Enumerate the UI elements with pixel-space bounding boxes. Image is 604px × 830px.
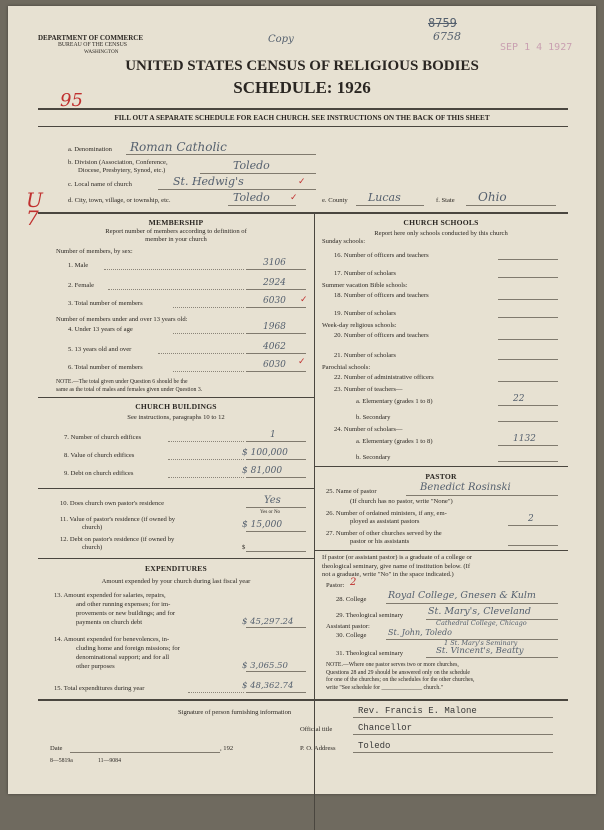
pastor-name-value: Benedict Rosinski [420,482,511,493]
residence-debt-label-1: 12. Debt on pastor's residence (if owned by [60,536,175,543]
census-schedule-sheet: DEPARTMENT OF COMMERCE BUREAU OF THE CENSUS WASHINGTON Copy 8759 6758 SEP 1 4 1927 UNITED STATES CENSUS OF RELIGIOUS BODIES SCHEDULE: 1926 95 FILL OUT A SEPARATE SCHEDULE FOR EACH CHURCH. SEE INSTRUCTIONS ON THE BACK OF THIS SHEET a. Denomination Roman Catholic b. Division (Association, Conference, Diocese, Presbytery, Synod, etc.) Toledo c. Local name of church St. Hedwig's ✓ d. City, town, village, or township, etc. Toledo ✓ e. County Lucas f. State Ohio U7 MEMBERSHIP Report number of members according to definition of member in your church Number of members, by sex: 1. Male 3106 2. Female 2924 3. Total number of members 6030 ✓ Number of members under and over 13 years old: 4. Under 13 years of age 1968 5. 13 years old and over 4062 6. Total number of members 6030 ✓ NOTE.—The total given under Question 6 should be the same as the total of males and females given under Question 3. CHURCH BUILDINGS See instructions, paragraphs 10 to 12 7. Number of church edifices 1 8. Value of church edifices $ 100,000 9. Debt on church edifices $ 81,000 10. Does church own pastor's residence Yes Yes or No 11. Value of pastor's residence (if owned by church) $ 15,000 12. Debt on pastor's residence (if owned by church) $ EXPENDITURES Amount expended by your church during last fiscal year 13. Amount expended for salaries, repairs, and other running expenses; for im- provements or new buildings; and for payments on church debt $ 45,297.24 14. Amount expended for benevolences, in- cluding home and foreign missions; for denominational support; and for all other purposes $ 3,065.50 15. Total expenditures during year $ 48,362.74 CHURCH SCHOOLS Report here only schools conducted by this church Sunday schools: 16. Number of officers and teachers 17. Number of scholars Summer vacation Bible schools: 18. Number of officers and teachers 19. Number of scholars Week-day religious schools: 20. Number of officers and teachers 21. Number of scholars Parochial schools: 22. Number of administrative officers 23. Number of teachers— a. Elementary (grades 1 to 8) 22 b. Secondary 24. Number of scholars— a. Elementary (grades 1 to 8) 1132 b. Secondary PASTOR 25. Name of pastor Benedict Rosinski (If church has no pastor, write "None") 26. Number of ordained ministers, if any, em- ployed as assistant pastors 2 27. Number of other churches served by the pastor or his assistants If pastor (or assistant pastor) is a graduate of a college or theological seminary, give name of institution below. (If not a graduate, write "No" in the space indicated.) Pastor: 2 28. College Royal College, Gnesen & Kulm 29. Theological seminary St. Mary's, Cleveland Assistant pastor: 30. College St. John, Toledo Cathedral College, Chicago 1 St. Mary's Seminary 31. Theological seminary St. Vincent's, Beatty NOTE.—Where one pastor serves two or more churches, Questions 28 and 29 should be answered only on the schedule for one of the churches; on the schedules for the other churches, write "See schedule for ______________ church." Signature of person furnishing information Rev. Francis E. Malone Official title Chancellor Date , 192 P. O. Address Toledo 8—5819a 11—9084 [8,6,596,794]
total-expenditures-value: $ 48,362.74 [242,681,294,691]
members-by-age-label: Number of members under and over 13 years old: [56,316,188,323]
membership-intro-1: Report number of members according to definition of [105,228,247,235]
members-by-sex-label: Number of members, by sex: [56,248,133,255]
signature-label: Signature of person furnishing information [178,709,292,716]
county-value: Lucas [368,191,401,204]
date-stamp: SEP 1 4 1927 [500,42,573,53]
church-name-label: c. Local name of church [68,181,132,188]
po-address-value: Toledo [358,741,391,751]
schools-row-answer-line [498,359,558,360]
owns-residence-label: 10. Does church own pastor's residence [60,500,165,507]
pastor-college-label: 28. College [336,596,367,603]
schools-row-answer-line [498,461,558,462]
division-value: Toledo [233,159,270,172]
pastor-title: PASTOR [425,472,457,481]
assistant-ministers-label-1: 26. Number of ordained ministers, if any, em- [326,510,447,517]
sunday-schools-label: Sunday schools: [322,238,366,245]
state-label: f. State [436,197,455,204]
pastor-seminary-value: St. Mary's, Cleveland [428,606,532,617]
residence-value-label-1: 11. Value of pastor's residence (if owned by [60,516,176,523]
schools-row-answer-line [498,381,558,382]
q13-line: 13. Amount expended for salaries, repairs, [54,592,166,599]
schools-row-answer-line [498,405,558,406]
schools-row-label: Parochial schools: [322,364,371,371]
q14-line: 14. Amount expended for benevolences, in- [54,636,170,643]
male-label: 1. Male [68,262,89,269]
q14-line: denominational support; and for all [76,654,170,661]
city-field-label: d. City, town, village, or township, etc. [68,197,171,204]
assistant-seminary-label: 31. Theological seminary [336,650,404,657]
schools-row-answer-line [498,277,558,278]
assistant-ministers-value: 2 [528,514,534,524]
city-label: WASHINGTON [84,49,119,55]
official-title-label: Official title [300,726,333,733]
schools-row-answer-line [498,299,558,300]
schools-row-label: 20. Number of officers and teachers [334,332,429,339]
expenditures-title: EXPENDITURES [145,564,207,573]
schools-row-value: 22 [513,394,525,404]
schools-row-answer-line [498,317,558,318]
official-title-value: Chancellor [358,723,413,733]
over-13-label: 5. 13 years old and over [68,346,132,353]
pastor-name-note: (If church has no pastor, write "None") [350,498,453,505]
buildings-title: CHURCH BUILDINGS [135,402,217,411]
total-expenditures-label: 15. Total expenditures during year [54,685,145,692]
county-label: e. County [322,197,348,204]
residence-value-label-2: church) [82,524,103,531]
q14-line: other purposes [76,663,115,670]
membership-intro-2: member in your church [145,236,207,243]
schools-row-label: 21. Number of scholars [334,352,396,359]
state-value: Ohio [478,190,507,204]
schools-row-label: 22. Number of administrative officers [334,374,434,381]
assistant-ministers-label-2: ployed as assistant pastors [350,518,420,525]
schools-row-label: Summer vacation Bible schools: [322,282,408,289]
division-label-2: Diocese, Presbytery, Synod, etc.) [78,167,166,174]
q13-line: payments on church debt [76,619,143,626]
total-members-label: 3. Total number of members [68,300,143,307]
schedule-title: SCHEDULE: 1926 [233,78,371,97]
pastor-seminary-label: 29. Theological seminary [336,612,404,619]
bureau-label: BUREAU OF THE CENSUS [58,42,127,48]
female-value: 2924 [263,278,286,288]
schools-row-label: b. Secondary [356,414,391,421]
schools-title: CHURCH SCHOOLS [403,218,479,227]
date-year: , 192 [220,745,234,752]
male-value: 3106 [263,258,286,268]
pastor-subsection-mark: 2 [350,577,357,588]
other-churches-label-1: 27. Number of other churches served by the [326,530,442,537]
assistant-college-value-2: Cathedral College, Chicago [436,619,527,627]
margin-number: 95 [60,90,83,111]
q14-line: cluding home and foreign missions; for [76,645,180,652]
division-label-1: b. Division (Association, Conference, [68,159,168,166]
edifices-value-label: 8. Value of church edifices [64,452,135,459]
yes-or-no-hint: Yes or No [260,510,281,515]
total-members-value: 6030 [263,296,286,306]
other-churches-label-2: pastor or his assistants [350,538,410,545]
schools-row-label: 24. Number of scholars— [334,426,403,433]
total-members-age-label: 6. Total number of members [68,364,143,371]
church-name-value: St. Hedwig's [173,175,244,188]
margin-mark: U7 [26,188,43,230]
edifices-count-value: 1 [270,430,276,440]
schools-row-label: b. Secondary [356,454,391,461]
assistant-college-value: St. John, Toledo [388,628,452,637]
pastor-note-line: for one of the churches; on the schedules for the other churches, [326,677,475,683]
owns-residence-value: Yes [264,495,281,506]
denomination-value: Roman Catholic [130,140,227,154]
under-13-value: 1968 [263,322,286,332]
schools-row-label: 23. Number of teachers— [334,386,403,393]
signature-value: Rev. Francis E. Malone [358,706,477,716]
membership-note-1: NOTE.—The total given under Question 6 should be the [56,379,188,385]
membership-title: MEMBERSHIP [148,218,204,227]
schools-row-answer-line [498,421,558,422]
grad-lines-line: If pastor (or assistant pastor) is a graduate of a college or [322,554,472,561]
city-field-value: Toledo [233,191,270,204]
pastor-subsection-label: Pastor: [326,582,345,589]
schools-row-answer-line [498,339,558,340]
pastor-college-value: Royal College, Gnesen & Kulm [388,590,536,601]
benevolences-value: $ 3,065.50 [242,661,288,671]
copy-note: Copy [268,34,294,45]
handwritten-number: 6758 [433,30,461,43]
schools-row-label: a. Elementary (grades 1 to 8) [356,438,433,445]
pastor-note-line: write "See schedule for ______________ church." [326,684,444,691]
edifices-debt-label: 9. Debt on church edifices [64,470,134,477]
pastor-name-label: 25. Name of pastor [326,488,377,495]
running-expenses-value: $ 45,297.24 [242,617,294,627]
female-label: 2. Female [68,282,95,289]
q13-line: and other running expenses; for im- [76,601,171,608]
print-number: 11—9084 [98,758,121,764]
pastor-note-line: NOTE.—Where one pastor serves two or more churches, [326,662,459,668]
edifices-debt-value: $ 81,000 [242,466,283,476]
schools-row-answer-line [498,445,558,446]
department-label: DEPARTMENT OF COMMERCE [38,34,144,42]
residence-debt-value: $ [242,544,246,551]
instruction-line: FILL OUT A SEPARATE SCHEDULE FOR EACH CHURCH. SEE INSTRUCTIONS ON THE BACK OF THIS SHEET [114,114,490,122]
grad-lines-line: theological seminary, give name of institution below. (If [322,562,471,570]
schools-intro: Report here only schools conducted by this church [374,230,508,237]
form-title: UNITED STATES CENSUS OF RELIGIOUS BODIES [125,58,479,74]
schools-row-label: 17. Number of scholars [334,270,396,277]
schools-row-label: 16. Number of officers and teachers [334,252,429,259]
schools-row-answer-line [498,259,558,260]
schools-row-label: 19. Number of scholars [334,310,396,317]
denomination-label: a. Denomination [68,146,112,153]
assistant-subsection-label: Assistant pastor: [326,623,370,630]
residence-value-value: $ 15,000 [242,520,283,530]
edifices-count-label: 7. Number of church edifices [64,434,142,441]
schools-row-value: 1132 [513,434,536,444]
total-members-age-value: 6030 [263,360,286,370]
schools-row-label: 18. Number of officers and teachers [334,292,429,299]
membership-note-2: same as the total of males and females given under Question 3. [56,387,203,393]
assistant-college-value-3: 1 St. Mary's Seminary [444,639,518,647]
assistant-college-label: 30. College [336,632,367,639]
struck-number: 8759 [428,16,457,30]
buildings-intro: See instructions, paragraphs 10 to 12 [127,414,225,421]
over-13-value: 4062 [263,342,286,352]
pastor-note-line: Questions 28 and 29 should be answered only on the schedule [326,669,470,676]
assistant-seminary-value: St. Vincent's, Beatty [436,646,524,656]
q13-line: provements or new buildings; and for [76,610,176,617]
residence-debt-label-2: church) [82,544,103,551]
under-13-label: 4. Under 13 years of age [68,326,133,333]
edifices-value-value: $ 100,000 [242,448,288,458]
schools-row-label: a. Elementary (grades 1 to 8) [356,398,433,405]
form-number: 8—5819a [50,758,73,764]
date-label: Date [50,745,63,752]
schools-row-label: Week-day religious schools: [322,322,397,329]
po-address-label: P. O. Address [300,745,336,752]
expenditures-intro: Amount expended by your church during last fiscal year [101,578,251,585]
grad-lines-line: not a graduate, write "No" in the space indicated.) [322,571,454,578]
